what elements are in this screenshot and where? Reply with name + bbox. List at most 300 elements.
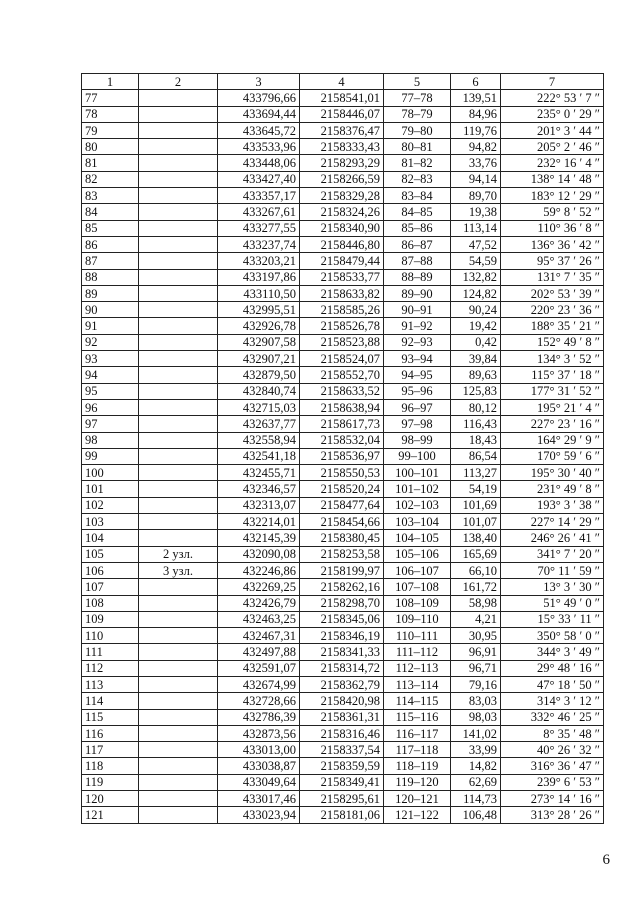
y-coordinate-cell: 2158316,46	[300, 725, 384, 741]
node-note-cell	[139, 628, 218, 644]
bearing-cell: 95° 37 ′ 26 ″	[501, 253, 604, 269]
length-cell: 98,03	[451, 709, 501, 725]
point-number-cell: 92	[82, 334, 139, 350]
x-coordinate-cell: 433448,06	[218, 155, 300, 171]
point-number-cell: 84	[82, 204, 139, 220]
point-number-cell: 94	[82, 367, 139, 383]
length-cell: 116,43	[451, 416, 501, 432]
point-number-cell: 106	[82, 562, 139, 578]
y-coordinate-cell: 2158253,58	[300, 546, 384, 562]
x-coordinate-cell: 432715,03	[218, 399, 300, 415]
table-row	[82, 204, 604, 220]
length-cell: 19,38	[451, 204, 501, 220]
table-row	[82, 383, 604, 399]
length-cell: 80,12	[451, 399, 501, 415]
y-coordinate-cell: 2158181,06	[300, 807, 384, 823]
y-coordinate-cell: 2158293,29	[300, 155, 384, 171]
point-number-cell: 99	[82, 448, 139, 464]
y-coordinate-cell: 2158532,04	[300, 432, 384, 448]
table-row	[82, 416, 604, 432]
table-row	[82, 269, 604, 285]
segment-cell: 103–104	[384, 514, 451, 530]
table-row	[82, 676, 604, 692]
segment-cell: 101–102	[384, 481, 451, 497]
segment-cell: 117–118	[384, 742, 451, 758]
node-note-cell	[139, 465, 218, 481]
segment-cell: 97–98	[384, 416, 451, 432]
x-coordinate-cell: 433796,66	[218, 90, 300, 106]
table-row	[82, 432, 604, 448]
node-note-cell	[139, 106, 218, 122]
segment-cell: 104–105	[384, 530, 451, 546]
length-cell: 113,14	[451, 220, 501, 236]
point-number-cell: 107	[82, 579, 139, 595]
y-coordinate-cell: 2158520,24	[300, 481, 384, 497]
node-note-cell	[139, 758, 218, 774]
y-coordinate-cell: 2158638,94	[300, 399, 384, 415]
point-number-cell: 103	[82, 514, 139, 530]
x-coordinate-cell: 432995,51	[218, 302, 300, 318]
x-coordinate-cell: 432463,25	[218, 611, 300, 627]
y-coordinate-cell: 2158526,78	[300, 318, 384, 334]
table-row	[82, 399, 604, 415]
bearing-cell: 115° 37 ′ 18 ″	[501, 367, 604, 383]
x-coordinate-cell: 432873,56	[218, 725, 300, 741]
length-cell: 132,82	[451, 269, 501, 285]
node-note-cell	[139, 432, 218, 448]
y-coordinate-cell: 2158552,70	[300, 367, 384, 383]
length-cell: 47,52	[451, 236, 501, 252]
x-coordinate-cell: 432840,74	[218, 383, 300, 399]
x-coordinate-cell: 433645,72	[218, 122, 300, 138]
table-row	[82, 611, 604, 627]
x-coordinate-cell: 433267,61	[218, 204, 300, 220]
node-note-cell	[139, 497, 218, 513]
column-header: 6	[451, 74, 501, 90]
node-note-cell	[139, 155, 218, 171]
bearing-cell: 239° 6 ′ 53 ″	[501, 774, 604, 790]
bearing-cell: 344° 3 ′ 49 ″	[501, 644, 604, 660]
x-coordinate-cell: 432637,77	[218, 416, 300, 432]
column-header: 7	[501, 74, 604, 90]
point-number-cell: 97	[82, 416, 139, 432]
length-cell: 101,07	[451, 514, 501, 530]
node-note-cell	[139, 448, 218, 464]
bearing-cell: 202° 53 ′ 39 ″	[501, 285, 604, 301]
segment-cell: 83–84	[384, 188, 451, 204]
table-row	[82, 530, 604, 546]
node-note-cell	[139, 791, 218, 807]
segment-cell: 95–96	[384, 383, 451, 399]
node-note-cell	[139, 236, 218, 252]
bearing-cell: 316° 36 ′ 47 ″	[501, 758, 604, 774]
length-cell: 58,98	[451, 595, 501, 611]
length-cell: 138,40	[451, 530, 501, 546]
y-coordinate-cell: 2158361,31	[300, 709, 384, 725]
node-note-cell	[139, 351, 218, 367]
point-number-cell: 82	[82, 171, 139, 187]
table-row	[82, 139, 604, 155]
segment-cell: 107–108	[384, 579, 451, 595]
segment-cell: 120–121	[384, 791, 451, 807]
length-cell: 94,82	[451, 139, 501, 155]
x-coordinate-cell: 432214,01	[218, 514, 300, 530]
bearing-cell: 183° 12 ′ 29 ″	[501, 188, 604, 204]
table-row	[82, 367, 604, 383]
length-cell: 0,42	[451, 334, 501, 350]
segment-cell: 87–88	[384, 253, 451, 269]
point-number-cell: 112	[82, 660, 139, 676]
point-number-cell: 89	[82, 285, 139, 301]
segment-cell: 100–101	[384, 465, 451, 481]
point-number-cell: 83	[82, 188, 139, 204]
node-note-cell	[139, 269, 218, 285]
point-number-cell: 121	[82, 807, 139, 823]
point-number-cell: 91	[82, 318, 139, 334]
y-coordinate-cell: 2158633,82	[300, 285, 384, 301]
segment-cell: 84–85	[384, 204, 451, 220]
node-note-cell	[139, 204, 218, 220]
length-cell: 39,84	[451, 351, 501, 367]
point-number-cell: 90	[82, 302, 139, 318]
node-note-cell	[139, 416, 218, 432]
table-row	[82, 106, 604, 122]
x-coordinate-cell: 433013,00	[218, 742, 300, 758]
bearing-cell: 136° 36 ′ 42 ″	[501, 236, 604, 252]
node-note-cell	[139, 90, 218, 106]
y-coordinate-cell: 2158541,01	[300, 90, 384, 106]
x-coordinate-cell: 432674,99	[218, 676, 300, 692]
bearing-cell: 222° 53 ′ 7 ″	[501, 90, 604, 106]
node-note-cell	[139, 188, 218, 204]
bearing-cell: 195° 21 ′ 4 ″	[501, 399, 604, 415]
table-row	[82, 302, 604, 318]
node-note-cell	[139, 774, 218, 790]
x-coordinate-cell: 433237,74	[218, 236, 300, 252]
point-number-cell: 115	[82, 709, 139, 725]
node-note-cell	[139, 742, 218, 758]
y-coordinate-cell: 2158346,19	[300, 628, 384, 644]
length-cell: 94,14	[451, 171, 501, 187]
segment-cell: 112–113	[384, 660, 451, 676]
segment-cell: 106–107	[384, 562, 451, 578]
x-coordinate-cell: 433038,87	[218, 758, 300, 774]
point-number-cell: 110	[82, 628, 139, 644]
y-coordinate-cell: 2158380,45	[300, 530, 384, 546]
y-coordinate-cell: 2158333,43	[300, 139, 384, 155]
table-row	[82, 220, 604, 236]
segment-cell: 81–82	[384, 155, 451, 171]
node-note-cell	[139, 481, 218, 497]
x-coordinate-cell: 433203,21	[218, 253, 300, 269]
x-coordinate-cell: 432541,18	[218, 448, 300, 464]
length-cell: 33,99	[451, 742, 501, 758]
point-number-cell: 111	[82, 644, 139, 660]
table-row	[82, 253, 604, 269]
segment-cell: 82–83	[384, 171, 451, 187]
bearing-cell: 246° 26 ′ 41 ″	[501, 530, 604, 546]
length-cell: 4,21	[451, 611, 501, 627]
y-coordinate-cell: 2158295,61	[300, 791, 384, 807]
point-number-cell: 102	[82, 497, 139, 513]
point-number-cell: 96	[82, 399, 139, 415]
column-header: 5	[384, 74, 451, 90]
table-row	[82, 595, 604, 611]
segment-cell: 78–79	[384, 106, 451, 122]
node-note-cell	[139, 611, 218, 627]
x-coordinate-cell: 432591,07	[218, 660, 300, 676]
bearing-cell: 51° 49 ′ 0 ″	[501, 595, 604, 611]
segment-cell: 85–86	[384, 220, 451, 236]
segment-cell: 88–89	[384, 269, 451, 285]
segment-cell: 79–80	[384, 122, 451, 138]
bearing-cell: 177° 31 ′ 52 ″	[501, 383, 604, 399]
bearing-cell: 220° 23 ′ 36 ″	[501, 302, 604, 318]
length-cell: 19,42	[451, 318, 501, 334]
segment-cell: 92–93	[384, 334, 451, 350]
segment-cell: 113–114	[384, 676, 451, 692]
y-coordinate-cell: 2158523,88	[300, 334, 384, 350]
node-note-cell	[139, 171, 218, 187]
length-cell: 96,91	[451, 644, 501, 660]
length-cell: 54,19	[451, 481, 501, 497]
y-coordinate-cell: 2158446,07	[300, 106, 384, 122]
segment-cell: 77–78	[384, 90, 451, 106]
segment-cell: 121–122	[384, 807, 451, 823]
node-note-cell	[139, 644, 218, 660]
point-number-cell: 113	[82, 676, 139, 692]
node-note-cell: 3 узл.	[139, 562, 218, 578]
node-note-cell	[139, 514, 218, 530]
y-coordinate-cell: 2158420,98	[300, 693, 384, 709]
x-coordinate-cell: 432455,71	[218, 465, 300, 481]
point-number-cell: 116	[82, 725, 139, 741]
node-note-cell	[139, 676, 218, 692]
table-row	[82, 171, 604, 187]
table-row	[82, 155, 604, 171]
table-header-row	[82, 74, 604, 90]
bearing-cell: 40° 26 ′ 32 ″	[501, 742, 604, 758]
table-row	[82, 693, 604, 709]
y-coordinate-cell: 2158324,26	[300, 204, 384, 220]
table-row	[82, 791, 604, 807]
point-number-cell: 118	[82, 758, 139, 774]
x-coordinate-cell: 433017,46	[218, 791, 300, 807]
segment-cell: 118–119	[384, 758, 451, 774]
table-row	[82, 742, 604, 758]
coordinates-table	[81, 73, 604, 824]
point-number-cell: 78	[82, 106, 139, 122]
table-row	[82, 318, 604, 334]
y-coordinate-cell: 2158349,41	[300, 774, 384, 790]
bearing-cell: 188° 35 ′ 21 ″	[501, 318, 604, 334]
table-row	[82, 90, 604, 106]
y-coordinate-cell: 2158337,54	[300, 742, 384, 758]
table-row	[82, 188, 604, 204]
x-coordinate-cell: 432786,39	[218, 709, 300, 725]
segment-cell: 116–117	[384, 725, 451, 741]
segment-cell: 91–92	[384, 318, 451, 334]
segment-cell: 105–106	[384, 546, 451, 562]
bearing-cell: 227° 23 ′ 16 ″	[501, 416, 604, 432]
segment-cell: 90–91	[384, 302, 451, 318]
bearing-cell: 164° 29 ′ 9 ″	[501, 432, 604, 448]
table-row	[82, 481, 604, 497]
bearing-cell: 8° 35 ′ 48 ″	[501, 725, 604, 741]
y-coordinate-cell: 2158617,73	[300, 416, 384, 432]
y-coordinate-cell: 2158477,64	[300, 497, 384, 513]
y-coordinate-cell: 2158329,28	[300, 188, 384, 204]
point-number-cell: 88	[82, 269, 139, 285]
bearing-cell: 134° 3 ′ 52 ″	[501, 351, 604, 367]
x-coordinate-cell: 433110,50	[218, 285, 300, 301]
page-number: 6	[602, 852, 610, 868]
bearing-cell: 29° 48 ′ 16 ″	[501, 660, 604, 676]
column-header: 4	[300, 74, 384, 90]
bearing-cell: 201° 3 ′ 44 ″	[501, 122, 604, 138]
table-row	[82, 514, 604, 530]
x-coordinate-cell: 433357,17	[218, 188, 300, 204]
table-row	[82, 579, 604, 595]
segment-cell: 86–87	[384, 236, 451, 252]
segment-cell: 89–90	[384, 285, 451, 301]
y-coordinate-cell: 2158314,72	[300, 660, 384, 676]
length-cell: 86,54	[451, 448, 501, 464]
node-note-cell	[139, 122, 218, 138]
node-note-cell	[139, 579, 218, 595]
length-cell: 62,69	[451, 774, 501, 790]
y-coordinate-cell: 2158479,44	[300, 253, 384, 269]
bearing-cell: 231° 49 ′ 8 ″	[501, 481, 604, 497]
table-row	[82, 660, 604, 676]
length-cell: 79,16	[451, 676, 501, 692]
x-coordinate-cell: 433694,44	[218, 106, 300, 122]
node-note-cell	[139, 220, 218, 236]
bearing-cell: 193° 3 ′ 38 ″	[501, 497, 604, 513]
x-coordinate-cell: 433197,86	[218, 269, 300, 285]
column-header: 1	[82, 74, 139, 90]
x-coordinate-cell: 433049,64	[218, 774, 300, 790]
length-cell: 165,69	[451, 546, 501, 562]
table-row	[82, 351, 604, 367]
node-note-cell	[139, 285, 218, 301]
segment-cell: 115–116	[384, 709, 451, 725]
x-coordinate-cell: 432346,57	[218, 481, 300, 497]
node-note-cell	[139, 725, 218, 741]
node-note-cell	[139, 302, 218, 318]
y-coordinate-cell: 2158345,06	[300, 611, 384, 627]
x-coordinate-cell: 433023,94	[218, 807, 300, 823]
length-cell: 113,27	[451, 465, 501, 481]
length-cell: 141,02	[451, 725, 501, 741]
x-coordinate-cell: 432926,78	[218, 318, 300, 334]
segment-cell: 99–100	[384, 448, 451, 464]
node-note-cell	[139, 253, 218, 269]
point-number-cell: 108	[82, 595, 139, 611]
table-row	[82, 448, 604, 464]
y-coordinate-cell: 2158524,07	[300, 351, 384, 367]
y-coordinate-cell: 2158298,70	[300, 595, 384, 611]
point-number-cell: 120	[82, 791, 139, 807]
bearing-cell: 332° 46 ′ 25 ″	[501, 709, 604, 725]
length-cell: 66,10	[451, 562, 501, 578]
node-note-cell	[139, 807, 218, 823]
bearing-cell: 15° 33 ′ 11 ″	[501, 611, 604, 627]
x-coordinate-cell: 432426,79	[218, 595, 300, 611]
y-coordinate-cell: 2158199,97	[300, 562, 384, 578]
bearing-cell: 131° 7 ′ 35 ″	[501, 269, 604, 285]
point-number-cell: 93	[82, 351, 139, 367]
point-number-cell: 105	[82, 546, 139, 562]
node-note-cell	[139, 383, 218, 399]
point-number-cell: 114	[82, 693, 139, 709]
node-note-cell	[139, 367, 218, 383]
length-cell: 119,76	[451, 122, 501, 138]
node-note-cell	[139, 595, 218, 611]
table-row	[82, 774, 604, 790]
y-coordinate-cell: 2158340,90	[300, 220, 384, 236]
table-row	[82, 807, 604, 823]
table-row	[82, 725, 604, 741]
table-row	[82, 334, 604, 350]
segment-cell: 108–109	[384, 595, 451, 611]
bearing-cell: 138° 14 ′ 48 ″	[501, 171, 604, 187]
point-number-cell: 109	[82, 611, 139, 627]
node-note-cell	[139, 334, 218, 350]
y-coordinate-cell: 2158454,66	[300, 514, 384, 530]
x-coordinate-cell: 432907,58	[218, 334, 300, 350]
bearing-cell: 313° 28 ′ 26 ″	[501, 807, 604, 823]
point-number-cell: 85	[82, 220, 139, 236]
node-note-cell	[139, 709, 218, 725]
segment-cell: 114–115	[384, 693, 451, 709]
y-coordinate-cell: 2158266,59	[300, 171, 384, 187]
point-number-cell: 79	[82, 122, 139, 138]
length-cell: 101,69	[451, 497, 501, 513]
point-number-cell: 80	[82, 139, 139, 155]
y-coordinate-cell: 2158376,47	[300, 122, 384, 138]
bearing-cell: 110° 36 ′ 8 ″	[501, 220, 604, 236]
node-note-cell: 2 узл.	[139, 546, 218, 562]
length-cell: 90,24	[451, 302, 501, 318]
segment-cell: 102–103	[384, 497, 451, 513]
table-row	[82, 546, 604, 562]
node-note-cell	[139, 530, 218, 546]
x-coordinate-cell: 432246,86	[218, 562, 300, 578]
table-row	[82, 644, 604, 660]
bearing-cell: 13° 3 ′ 30 ″	[501, 579, 604, 595]
segment-cell: 98–99	[384, 432, 451, 448]
bearing-cell: 47° 18 ′ 50 ″	[501, 676, 604, 692]
bearing-cell: 235° 0 ′ 29 ″	[501, 106, 604, 122]
y-coordinate-cell: 2158533,77	[300, 269, 384, 285]
x-coordinate-cell: 432728,66	[218, 693, 300, 709]
x-coordinate-cell: 432090,08	[218, 546, 300, 562]
segment-cell: 96–97	[384, 399, 451, 415]
bearing-cell: 195° 30 ′ 40 ″	[501, 465, 604, 481]
length-cell: 54,59	[451, 253, 501, 269]
y-coordinate-cell: 2158341,33	[300, 644, 384, 660]
node-note-cell	[139, 139, 218, 155]
bearing-cell: 205° 2 ′ 46 ″	[501, 139, 604, 155]
x-coordinate-cell: 432879,50	[218, 367, 300, 383]
x-coordinate-cell: 432497,88	[218, 644, 300, 660]
x-coordinate-cell: 433533,96	[218, 139, 300, 155]
segment-cell: 111–112	[384, 644, 451, 660]
x-coordinate-cell: 432558,94	[218, 432, 300, 448]
length-cell: 139,51	[451, 90, 501, 106]
node-note-cell	[139, 318, 218, 334]
